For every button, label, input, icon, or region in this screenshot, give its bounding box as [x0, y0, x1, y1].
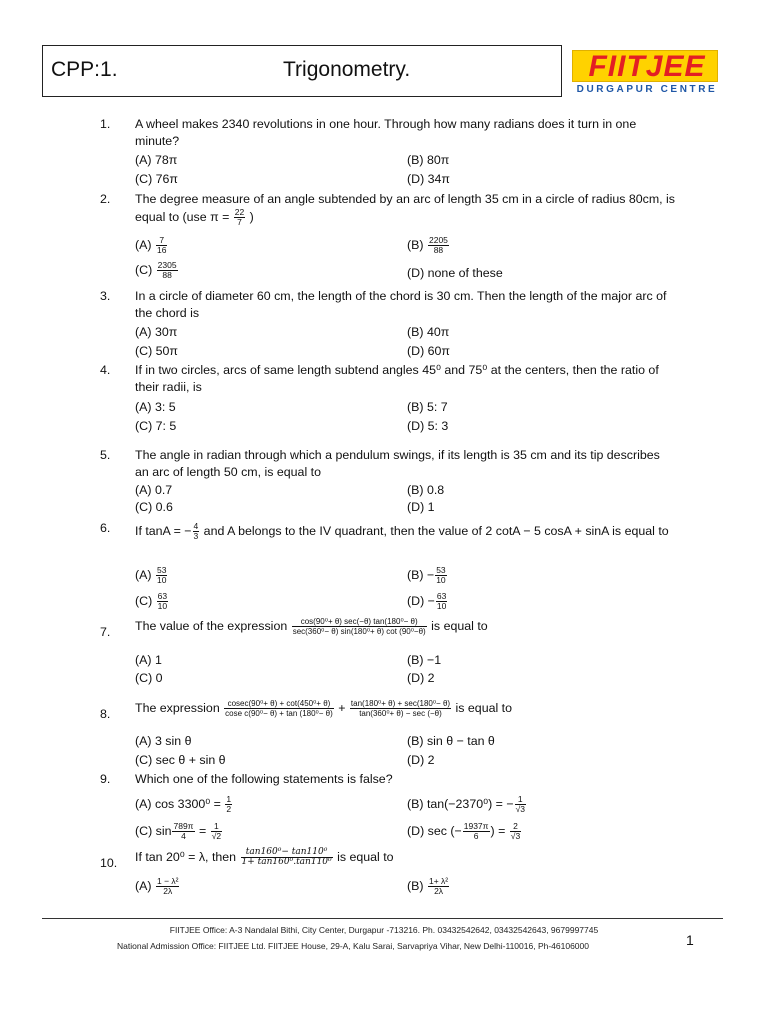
option-b: (B) 0.8 [407, 483, 445, 497]
question-text: In a circle of diameter 60 cm, the length of the chord is 30 cm. Then the length of the major arc of the chord is [135, 289, 667, 320]
question-number: 7. [100, 625, 111, 639]
question-number: 8. [100, 707, 111, 721]
option-c: (C) 7: 5 [135, 419, 177, 433]
header-box [42, 45, 562, 97]
option-b: (B) − $\frac{53}{10}$ [407, 565, 446, 585]
option-a: (A) cos 3300⁰ = $\frac{1}{2}$ [135, 794, 232, 814]
option-b: (B) −1 [407, 653, 442, 667]
question-text: A wheel makes 2340 revolutions in one hour. Through how many radians does it turn in one minute? [135, 117, 637, 148]
option-d: (D) 60π [407, 344, 450, 358]
footer-office-address: FIITJEE Office: A-3 Nandalal Bithi, City Center, Durgapur -713216. Ph. 03432542642, 03432542643, 9679997745 [169, 925, 599, 935]
question-number: 5. [100, 448, 111, 462]
logo-badge [572, 50, 718, 82]
question-number: 3. [100, 289, 111, 303]
option-b: (B) 40π [407, 325, 450, 339]
question-number: 4. [100, 363, 111, 377]
question-text: The expression $\frac{\text{cosec(90⁰+ θ) + cot(450⁰+ θ)}}{\text{cose c(90⁰− θ) + tan (180⁰− θ)}}$ + $\frac{\text{tan(180⁰+ θ) + sec(180⁰− θ)}}{\text{tan(360⁰+ θ) − sec (−θ)}}$ is equal to [135, 699, 512, 718]
question-number: 1. [100, 117, 111, 131]
option-d: (D) − $\frac{63}{10}$ [407, 591, 447, 611]
option-c: (C) 50π [135, 344, 178, 358]
option-d: (D) 1 [407, 500, 435, 514]
option-a: (A) 30π [135, 325, 178, 339]
option-b: (B) $\frac{2205}{88}$ [407, 235, 448, 255]
option-c: (C) $\frac{63}{10}$ [135, 591, 168, 611]
cpp-label: CPP:1. [51, 58, 118, 81]
option-c: (C) sec θ + sin θ [135, 753, 226, 767]
option-a: (A) 1 [135, 653, 162, 667]
option-d: (D) sec (− $\frac{1937\pi}{6}$ ) = $\frac{2}{√3}$ [407, 821, 521, 841]
option-d: (D) none of these [407, 266, 503, 280]
option-a: (A) 78π [135, 153, 178, 167]
option-a: (A) $\frac{\text{1 − λ²}}{2\lambda}$ [135, 876, 179, 896]
option-d: (D) 5: 3 [407, 419, 449, 433]
question-text-post: ) [246, 209, 254, 224]
option-d: (D) 34π [407, 172, 450, 186]
question-text: Which one of the following statements is false? [135, 772, 393, 786]
footer-national-office: National Admission Office: FIITJEE Ltd. FIITJEE House, 29-A, Kalu Sarai, Sarvapriya Vihar, New Delhi-110016, Ph-46106000 [117, 941, 589, 951]
option-a: (A) 3 sin θ [135, 734, 192, 748]
option-c: (C) 0 [135, 671, 163, 685]
option-c: (C) $\frac{2305}{88}$ [135, 260, 177, 280]
option-b: (B) $\frac{\text{1+ λ²}}{2\lambda}$ [407, 876, 449, 896]
question-text: The angle in radian through which a pendulum swings, if its length is 35 cm and its tip describes an arc of length 50 cm, is equal to [135, 448, 660, 479]
option-b: (B) tan(−2370⁰) = − $\frac{1}{√3}$ [407, 794, 525, 814]
option-a: (A) $\frac{53}{10}$ [135, 565, 167, 585]
question-number: 10. [100, 856, 118, 870]
pi-fraction: $\frac{22}{7}$ [234, 207, 245, 227]
logo-centre: DURGAPUR CENTRE [576, 84, 718, 95]
option-b: (B) 5: 7 [407, 400, 448, 414]
option-b: (B) sin θ − tan θ [407, 734, 495, 748]
question-number: 9. [100, 772, 111, 786]
option-d: (D) 2 [407, 753, 435, 767]
option-c: (C) 0.6 [135, 500, 173, 514]
option-d: (D) 2 [407, 671, 435, 685]
logo-brand: FIITJEE [588, 50, 706, 83]
option-a: (A) 3: 5 [135, 400, 176, 414]
page-number: 1 [686, 932, 694, 948]
footer-divider [42, 918, 723, 919]
question-text: If tan 20⁰ = λ, then $\frac{\text{tan160⁰− tan110⁰}}{\text{1+ tan160⁰.tan110⁰}}$ is equal to [135, 847, 394, 867]
option-b: (B) 80π [407, 153, 450, 167]
option-a: (A) $\frac{7}{16}$ [135, 235, 167, 255]
option-a: (A) 0.7 [135, 483, 173, 497]
question-text [135, 191, 675, 227]
question-text-pre: The degree measure of an angle subtended by an arc of length 35 cm in a circle of radius 80cm, is equal to (use π = [135, 192, 675, 224]
question-number: 2. [100, 192, 111, 206]
question-text: If tanA = − $\frac{4}{3}$ and A belongs to the IV quadrant, then the value of 2 cotA − 5 cosA + sinA is equal to [135, 521, 669, 542]
option-c: (C) sin $\frac{789\pi}{4}$ = $\frac{1}{√2}$ [135, 821, 222, 841]
question-number: 6. [100, 521, 111, 535]
option-c: (C) 76π [135, 172, 178, 186]
page-title: Trigonometry. [283, 58, 411, 81]
fiitjee-logo [572, 50, 722, 98]
question-text: If in two circles, arcs of same length subtend angles 45⁰ and 75⁰ at the centers, then the ratio of their radii, is [135, 363, 659, 394]
question-text: The value of the expression $\frac{\text{cos(90⁰+ θ) sec(−θ) tan(180⁰− θ)}}{\text{sec(360⁰− θ) sin(180⁰+ θ) cot (90⁰−θ)}}$ is equal to [135, 617, 488, 636]
